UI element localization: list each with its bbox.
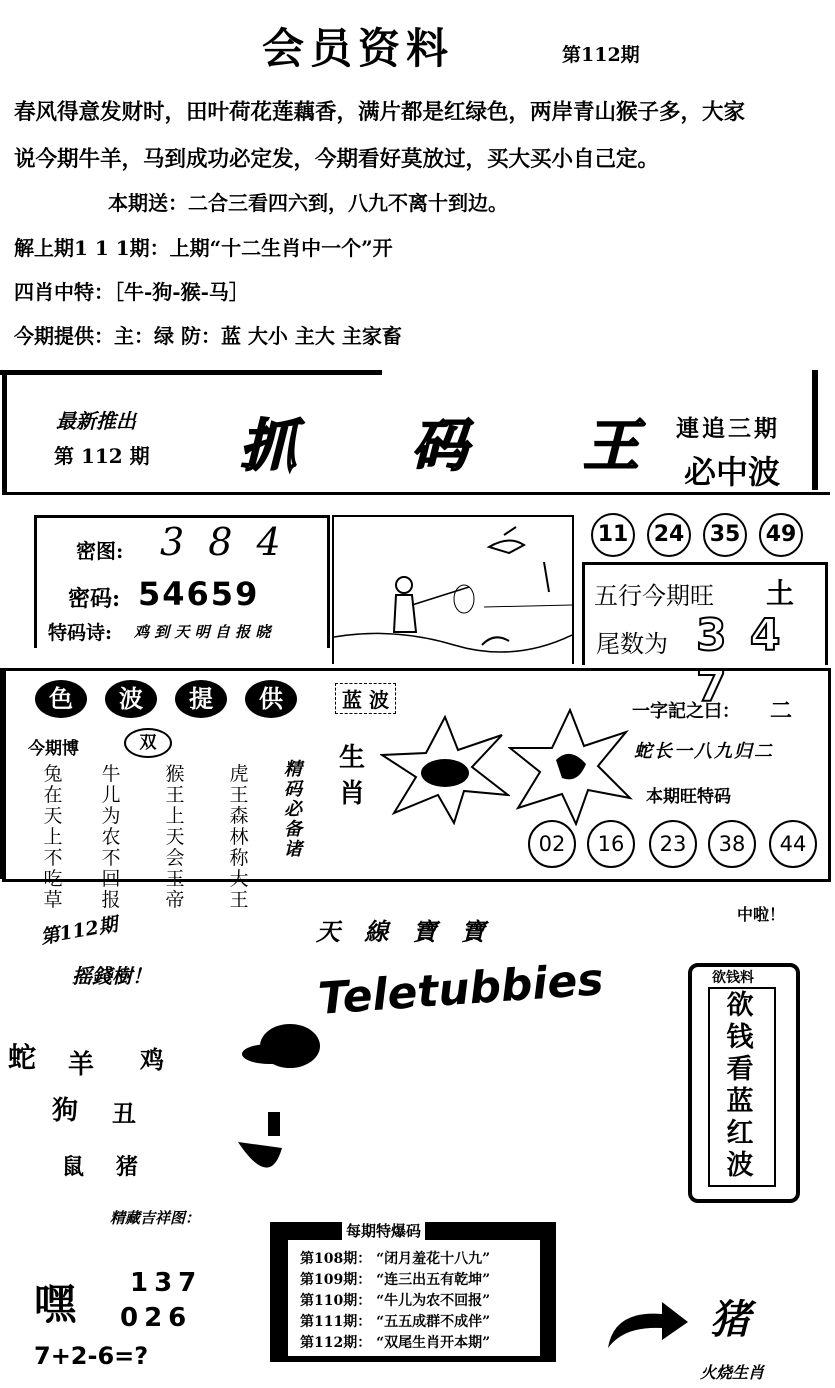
banner-char-4: 供 [245,680,297,718]
explain-line: 解上期1 1 1期：上期“十二生肖中一个”开 [14,236,393,260]
hot-ball-2: 16 [587,820,635,868]
fisherman-illustration [332,515,574,664]
gift-line: 本期送：二合三看四六到，八九不离十到边。 [108,191,508,215]
mima-label: 密码: [68,586,121,612]
color-tag: 蓝 波 [335,683,396,714]
bottom-issue: 第112期 [38,913,120,949]
numbers-row-1: 137 [130,1268,203,1298]
banner-char-1: 色 [35,680,87,718]
riddle-column-1: 兔在天上不吃草 [43,763,63,911]
history-title: 每期特爆码 [342,1220,425,1241]
tail-value: 3 4 7 [696,610,785,712]
scroll-char-1: 欲 [726,990,754,1021]
clue-line: 蛇长一八九归二 [634,741,774,762]
hot-label: 本期旺特码 [646,787,731,807]
hot-ball-5: 44 [769,820,817,868]
hit-label: 中啦！ [737,905,786,924]
tail-label: 尾数为 [596,630,668,658]
top-frame-line [0,370,382,375]
poem-code-label: 特码诗: [48,622,113,644]
history-issue-4: 第111期： [300,1314,372,1330]
starburst-tiger [380,715,510,829]
must-label: 必中波 [684,453,781,491]
zodiac-rooster: 鸡 [140,1045,164,1074]
history-issue-2: 第109期： [300,1272,372,1288]
poem-line-2: 说今期牛羊，马到成功必定发，今期看好莫放过，买大买小自己定。 [14,147,660,172]
zodiac-snake: 蛇 [8,1041,37,1074]
riddle-column-4: 虎王森林称大王 [229,763,249,911]
box3-left-line [0,668,6,879]
hot-ball-3: 23 [649,820,697,868]
history-issue-1: 第108期： [300,1251,372,1267]
history-text-2: “连三出五有乾坤” [376,1272,491,1288]
history-row-5 [300,1332,490,1352]
zodiac-label: 生肖 [338,743,365,809]
streak-label: 連追三期 [676,415,780,442]
top-ball-3: 35 [703,513,747,557]
odd-even-badge: 双 [124,728,172,758]
lucky-label: 精藏吉祥图： [110,1209,201,1227]
banner-char-3: 提 [175,680,227,718]
poem-line-1: 春风得意发财时，田叶荷花莲藕香，满片都是红绿色，两岸青山猴子多，大家 [14,100,746,125]
banner-char-2: 波 [105,680,157,718]
scroll-text [724,990,756,1182]
money-tree-label: 摇錢樹！ [72,964,152,988]
hei-char: 嘿 [34,1280,77,1329]
top-ball-1: 11 [591,513,635,557]
history-text-5: “双尾生肖开本期” [376,1335,491,1351]
riddle-column-3: 猴王上天会玉帝 [165,763,185,911]
poem-code-value: 鸡 到 天 明 自 报 晓 [134,623,271,641]
box1-issue: 第 112 期 [54,444,150,468]
latest-label: 最新推出 [56,409,136,433]
mitu-handwriting: 3 8 4 [160,520,287,564]
page-title: 会员资料 [262,24,455,73]
hot-ball-4: 38 [708,820,756,868]
history-text-1: “闭月羞花十八九” [376,1251,491,1267]
history-row-3 [300,1290,490,1310]
center-title: 抓 码 王 [240,413,687,479]
mitu-label: 密图: [76,539,124,563]
today-line: 今期提供：主：绿 防：蓝 大小 主大 主家畜 [14,324,402,348]
scroll-char-2: 钱 [726,1022,754,1053]
starburst-dragon [508,708,633,830]
history-row-2 [300,1269,490,1289]
fire-label: 火烧生肖 [700,1363,765,1382]
history-issue-3: 第110期： [300,1293,372,1309]
teletubbies-brand: Teletubbies [316,954,606,1025]
left-frame-line [2,375,7,495]
issue-label: 第112期 [562,44,640,66]
history-text-4: “五五成群不成伴” [376,1314,491,1330]
history-row-1 [300,1248,490,1268]
clue-label: 一字記之曰： [632,701,740,722]
history-issue-5: 第112期： [300,1335,372,1351]
wuxing-label: 五行今期旺 [594,582,714,610]
wuxing-value: 土 [766,577,795,610]
pig-char: 猪 [710,1296,750,1343]
teletubbies-heading: 天 線 寶 寶 [316,917,494,946]
clue-value: 二 [770,698,793,724]
history-row-4 [300,1311,490,1331]
riddle-column-2: 牛儿为农不回报 [101,763,121,911]
right-frame-bracket [812,370,818,490]
scroll-char-6: 波 [726,1150,754,1181]
zodiac-goat: 羊 [68,1050,95,1080]
zodiac-pig: 猪 [116,1154,139,1180]
zodiac-dog: 狗 [52,1096,79,1126]
side-text: 精码必备诸 [284,759,302,860]
scroll-char-5: 红 [726,1118,754,1149]
zodiac-ox: 丑 [112,1099,136,1128]
top-ball-4: 49 [759,513,803,557]
mima-value: 54659 [138,575,260,613]
four-zodiac-line: 四肖中特：［牛-狗-猴-马］ [14,280,249,304]
panda-figure [230,1020,330,1184]
zodiac-rat: 鼠 [62,1154,85,1180]
curved-arrow-icon [600,1296,690,1360]
scroll-title: 欲钱料 [712,970,754,986]
hot-ball-1: 02 [528,820,576,868]
scroll-char-4: 蓝 [726,1086,754,1117]
formula: 7+2-6=? [34,1342,149,1370]
history-text-3: “牛儿为农不回报” [376,1293,491,1309]
top-ball-2: 24 [647,513,691,557]
numbers-row-2: 026 [120,1303,193,1333]
today-bet-label: 今期博 [28,739,79,759]
scroll-char-3: 看 [726,1054,754,1085]
